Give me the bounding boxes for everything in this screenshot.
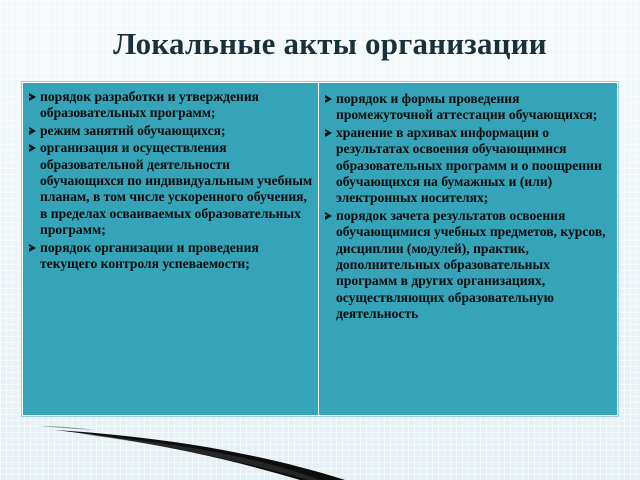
list-item-text: порядок зачета результатов освоения обучающимися учебных предметов, курсов, дисциплин (модулей), практик, дополнительных образовательных программ в других организациях, осуществляющих образовательную деятельность [336, 207, 606, 322]
content-table [22, 82, 618, 416]
arrow-bullet-icon [29, 93, 36, 101]
arrow-bullet-icon [325, 212, 332, 220]
list-item [325, 125, 613, 207]
list-item-text: порядок и формы проведения промежуточной аттестации обучающихся; [336, 91, 598, 123]
arrow-bullet-icon [325, 95, 332, 103]
arrow-bullet-icon [29, 144, 36, 152]
list-item [29, 140, 314, 238]
right-bullet-list [325, 91, 613, 323]
list-item [29, 89, 314, 122]
list-item [29, 123, 314, 139]
list-item-text: порядок организации и проведения текущего контроля успеваемости; [40, 239, 259, 272]
list-item [325, 208, 613, 323]
list-item-text: порядок разработки и утверждения образовательных программ; [40, 89, 260, 121]
arrow-bullet-icon [325, 129, 332, 137]
list-item [325, 91, 613, 124]
decorative-ribbon-icon [0, 400, 640, 480]
arrow-bullet-icon [29, 127, 36, 135]
right-column [319, 83, 617, 415]
slide-title: Локальные акты организации [113, 26, 547, 61]
arrow-bullet-icon [29, 244, 36, 252]
left-bullet-list [29, 89, 314, 272]
left-column [23, 83, 319, 415]
list-item [29, 240, 314, 273]
list-item-text: организация и осуществления образовательной деятельности обучающихся по индивидуальным учебным планам, в том числе ускоренного обучения, в пределах осваиваемых образовательных программ; [40, 140, 313, 238]
list-item-text: режим занятий обучающихся; [40, 122, 226, 138]
list-item-text: хранение в архивах информации о результатах освоения обучающимися образовательных программ и о поощрении обучающихся на бумажных и (или) электронных носителях; [336, 124, 602, 206]
